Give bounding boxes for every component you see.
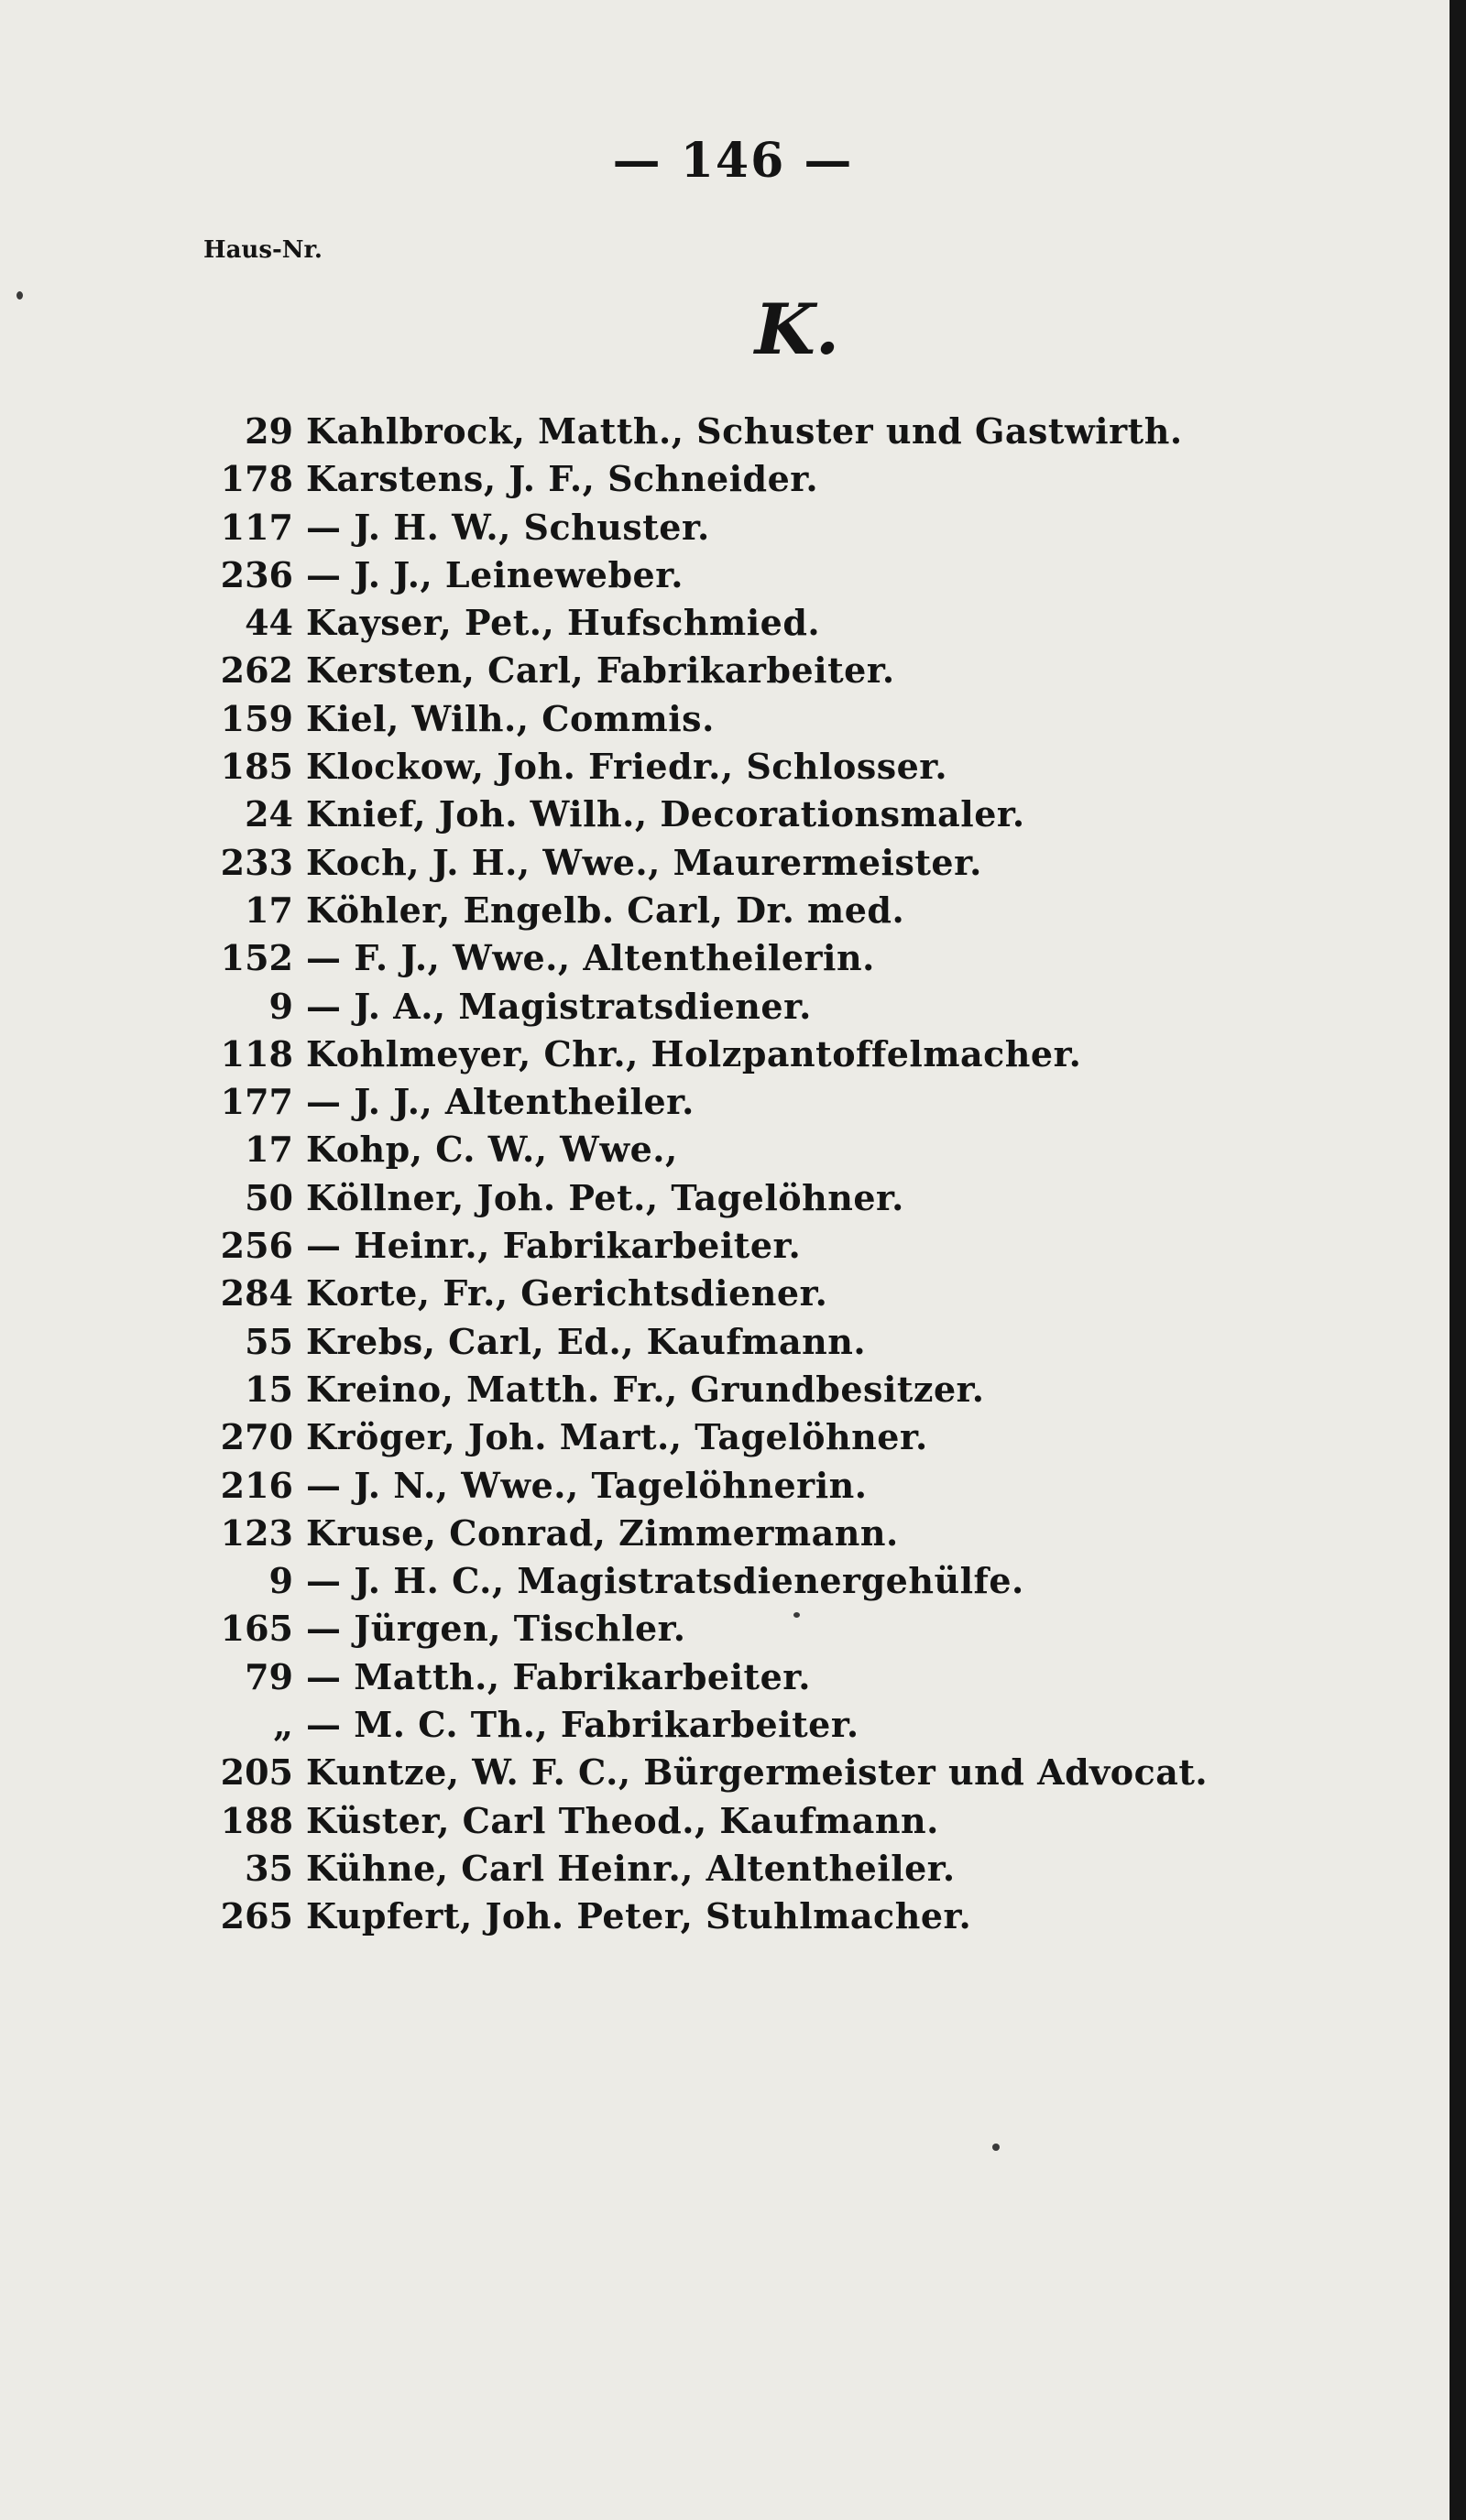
house-number: 29 xyxy=(245,410,293,452)
house-number: 177 xyxy=(220,1081,293,1123)
directory-entry xyxy=(110,1369,1301,1416)
directory-entry xyxy=(110,1656,1301,1704)
resident-entry: — M. C. Th., Fabrikarbeiter. xyxy=(306,1704,859,1746)
resident-entry: — F. J., Wwe., Altentheilerin. xyxy=(306,937,875,979)
house-number: 270 xyxy=(220,1416,293,1458)
house-number: 178 xyxy=(220,458,293,500)
resident-entry: Köllner, Joh. Pet., Tagelöhner. xyxy=(306,1176,904,1218)
directory-entry xyxy=(110,937,1301,985)
house-number: 205 xyxy=(220,1751,293,1794)
house-number: 123 xyxy=(220,1511,293,1554)
house-number: 284 xyxy=(220,1272,293,1315)
resident-entry: Kühne, Carl Heinr., Altentheiler. xyxy=(306,1847,956,1889)
directory-entry xyxy=(110,649,1301,697)
resident-entry: — Heinr., Fabrikarbeiter. xyxy=(306,1225,802,1267)
directory-entry xyxy=(110,1416,1301,1464)
directory-entry xyxy=(110,1321,1301,1369)
house-number: 35 xyxy=(245,1847,293,1889)
house-number: 256 xyxy=(220,1225,293,1267)
house-number: 9 xyxy=(268,985,293,1027)
resident-entry: Kreino, Matth. Fr., Grundbesitzer. xyxy=(306,1368,985,1410)
house-number: 152 xyxy=(220,937,293,979)
house-number: 117 xyxy=(220,506,293,548)
dust-speck xyxy=(16,291,23,300)
scan-edge xyxy=(1450,0,1466,2520)
resident-entry: Karstens, J. F., Schneider. xyxy=(306,458,819,500)
house-number: 185 xyxy=(220,746,293,788)
house-number: 17 xyxy=(245,889,293,931)
directory-entry xyxy=(110,507,1301,554)
directory-entry xyxy=(110,1800,1301,1848)
directory-entry xyxy=(110,1033,1301,1081)
house-number: 236 xyxy=(220,553,293,595)
resident-entry: Kayser, Pet., Hufschmied. xyxy=(306,602,821,644)
directory-entry xyxy=(110,889,1301,937)
resident-entry: — Jürgen, Tischler. xyxy=(306,1608,686,1650)
resident-entry: Kuntze, W. F. C., Bürgermeister und Advocat. xyxy=(306,1751,1209,1794)
section-letter: K. xyxy=(754,289,840,370)
house-number: 55 xyxy=(245,1320,293,1362)
house-number: 165 xyxy=(220,1608,293,1650)
dust-speck xyxy=(793,1612,800,1618)
directory-entry xyxy=(110,458,1301,506)
directory-entry xyxy=(110,1704,1301,1751)
resident-entry: Kruse, Conrad, Zimmermann. xyxy=(306,1511,899,1554)
directory-entry xyxy=(110,1177,1301,1225)
house-number: 9 xyxy=(268,1560,293,1602)
house-number: 118 xyxy=(220,1032,293,1075)
directory-entry xyxy=(110,1272,1301,1320)
directory-entry xyxy=(110,793,1301,841)
resident-entry: Kiel, Wilh., Commis. xyxy=(306,697,715,739)
house-number: 233 xyxy=(220,841,293,883)
house-number: 188 xyxy=(220,1799,293,1841)
directory-entry xyxy=(110,1129,1301,1176)
resident-entry: Krebs, Carl, Ed., Kaufmann. xyxy=(306,1320,867,1362)
directory-entry xyxy=(110,1560,1301,1608)
house-number: 15 xyxy=(245,1368,293,1410)
house-number: 24 xyxy=(245,793,293,835)
resident-entry: — Matth., Fabrikarbeiter. xyxy=(306,1655,812,1697)
house-number: 265 xyxy=(220,1895,293,1937)
directory-entry xyxy=(110,746,1301,793)
directory-entry xyxy=(110,1225,1301,1272)
house-number: 44 xyxy=(245,602,293,644)
directory-entry xyxy=(110,698,1301,746)
house-number: 17 xyxy=(245,1129,293,1171)
page-number: — 146 — xyxy=(612,133,854,189)
resident-entry: — J. J., Altentheiler. xyxy=(306,1081,695,1123)
directory-entry xyxy=(110,410,1301,458)
resident-entry: Knief, Joh. Wilh., Decorationsmaler. xyxy=(306,793,1025,835)
house-number: „ xyxy=(273,1704,293,1746)
directory-entry xyxy=(110,1465,1301,1512)
dust-speck xyxy=(992,2144,1000,2151)
resident-entry: Korte, Fr., Gerichtsdiener. xyxy=(306,1272,828,1315)
directory-entry xyxy=(110,1512,1301,1560)
resident-entry: Kohp, C. W., Wwe., xyxy=(306,1129,678,1171)
resident-entry: — J. H. C., Magistratsdienergehülfe. xyxy=(306,1560,1024,1602)
resident-entry: Koch, J. H., Wwe., Maurermeister. xyxy=(306,841,982,883)
resident-entry: Küster, Carl Theod., Kaufmann. xyxy=(306,1799,939,1841)
column-label: Haus-Nr. xyxy=(203,236,323,264)
resident-entry: — J. J., Leineweber. xyxy=(306,553,684,595)
house-number: 262 xyxy=(220,649,293,692)
resident-entry: — J. H. W., Schuster. xyxy=(306,506,710,548)
house-number: 159 xyxy=(220,697,293,739)
directory-entry xyxy=(110,842,1301,889)
directory-entry xyxy=(110,602,1301,649)
resident-entry: — J. A., Magistratsdiener. xyxy=(306,985,812,1027)
resident-entry: Kröger, Joh. Mart., Tagelöhner. xyxy=(306,1416,928,1458)
resident-entry: Kohlmeyer, Chr., Holzpantoffelmacher. xyxy=(306,1032,1082,1075)
resident-entry: Köhler, Engelb. Carl, Dr. med. xyxy=(306,889,905,931)
directory-entry xyxy=(110,1848,1301,1895)
directory-entry xyxy=(110,1608,1301,1655)
directory-entries xyxy=(110,410,1301,1944)
directory-entry xyxy=(110,1081,1301,1129)
directory-entry xyxy=(110,1895,1301,1943)
house-number: 79 xyxy=(245,1655,293,1697)
resident-entry: Kupfert, Joh. Peter, Stuhlmacher. xyxy=(306,1895,972,1937)
directory-entry xyxy=(110,1751,1301,1799)
house-number: 216 xyxy=(220,1464,293,1506)
resident-entry: — J. N., Wwe., Tagelöhnerin. xyxy=(306,1464,868,1506)
resident-entry: Klockow, Joh. Friedr., Schlosser. xyxy=(306,746,948,788)
resident-entry: Kersten, Carl, Fabrikarbeiter. xyxy=(306,649,895,692)
directory-entry xyxy=(110,554,1301,602)
directory-entry xyxy=(110,986,1301,1033)
house-number: 50 xyxy=(245,1176,293,1218)
resident-entry: Kahlbrock, Matth., Schuster und Gastwirth. xyxy=(306,410,1183,452)
